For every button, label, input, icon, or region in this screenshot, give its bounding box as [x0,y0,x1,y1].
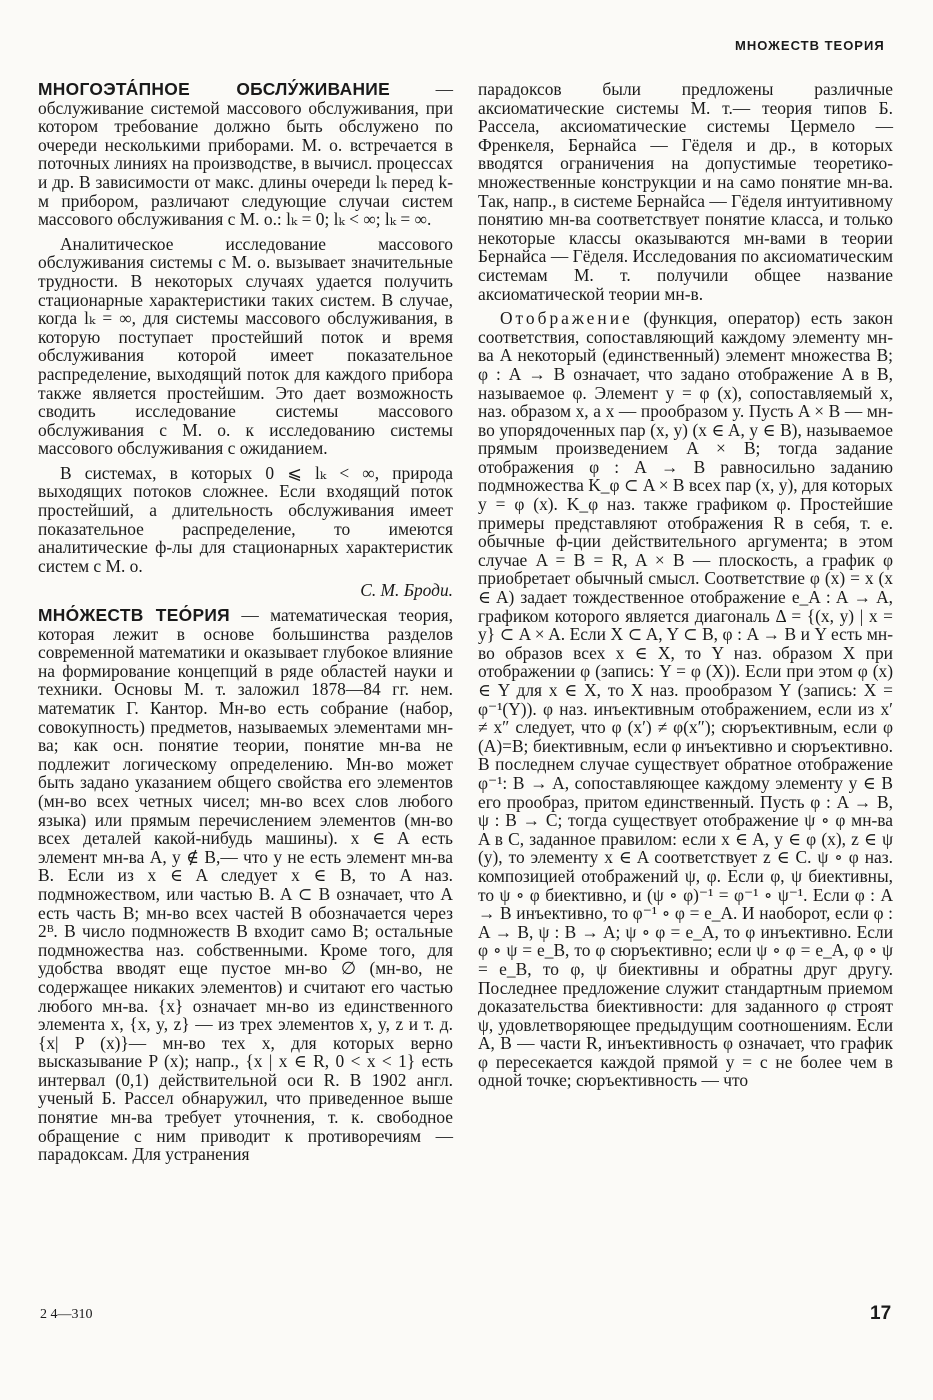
paragraph-text: (функция, оператор) есть закон соответствия, сопоставляющий каждому элементу мн-ва A некоторый (единственный) элемент множества B; φ : A → B означает, что задано отображение A в B, называемое φ. Элемент y = φ (x), сопоставляемый x, наз. образом x, а x — прообразом y. Пусть A × B — мн-во упорядоченных пар (x, y) (x ∈ A, y ∈ B), называемое прямым произведением A × B; тогда задание отображения φ : A → B равносильно заданию подмножества K_φ ⊂ A × B всех пар (x, y), для которых y = φ (x). K_φ наз. также графиком φ. Простейшие примеры представляют отображения R в себя, т. е. обычные ф-ции действительного аргумента; в этом случае A = B = R, A × B — плоскость, а график φ приобретает обычный смысл. Соответствие φ (x) = x (x ∈ A) задает тождественное отображение e_A : A → A, графиком которого является диагональ Δ = {(x, y) | x = y} ⊂ A × A. Если X ⊂ A, Y ⊂ B, φ : A → B и Y есть мн-во образов всех x ∈ X, то Y наз. образом X при отображении φ (запись: Y = φ (X)). Если при этом φ (x) ∈ Y для x ∈ X, то X наз. прообразом Y (запись: X = φ⁻¹(Y)). φ наз. инъективным отображением, если из x′ ≠ x″ следует, что φ (x′) ≠ φ(x″); сюръективным, если φ (A)=B; биективным, если φ инъективно и сюръективно. В последнем случае существует обратное отображение φ⁻¹: B → A, сопоставляющее каждому элементу y ∈ B его прообраз, притом единственный. Пусть φ : A → B, ψ : B → C; тогда существует отображение ψ ∘ φ мн-ва A в C, заданное правилом: если x ∈ A, y ∈ φ (x), z ∈ ψ (y), то элементу x ∈ A соответствует z ∈ C. ψ ∘ φ наз. композицией отображений ψ, φ. Если φ, ψ биективны, то ψ ∘ φ биективно, и (ψ ∘ φ)⁻¹ = φ⁻¹ ∘ ψ⁻¹. Если φ : A → B инъективно, то φ⁻¹ ∘ φ = e_A. И наоборот, если φ : A → B, ψ : B → A; ψ ∘ φ = e_A, то φ инъективно. Если φ ∘ ψ = e_B, то φ сюръективно; если ψ ∘ φ = e_A, φ ∘ ψ = e_B, то φ, ψ биективны и обратны друг другу. Последнее предложение служит стандартным приемом доказательства биективности: для заданного φ строят ψ, удовлетворяющее предыдущим соотношениям. Если A, B — части R, инъективность φ означает, что график φ пересекается каждой прямой y = c не более чем в одной точке; сюръективность — что [478,308,893,1091]
paragraph: парадоксов были предложены различные аксиоматические системы М. т.— теория типов Б. Рассела, аксиоматические системы Цермело — Френкеля, Бернайса — Гёделя и др., в которых вводятся ограничения на допустимые теоретико-множественные конструкции и на само понятие мн-ва. Так, напр., в системе Бернайса — Гёделя интуитивному понятию мн-ва соответствует понятие класса, и только некоторые классы оказываются мн-вами в теории Бернайса — Гёделя. Исследования по аксиоматическим системам М. т. получили общее название аксиоматической теории мн-в. [478,79,893,304]
spaced-term: Отображение [500,308,633,329]
article-headword: МНО́ЖЕСТВ ТЕО́РИЯ [38,605,230,626]
paragraph: Аналитическое исследование массового обслуживания системы с М. о. вызывает значительные трудности. В некоторых случаях удается получить стационарные характеристики таких систем. В случае, когда lₖ = ∞, для системы массового обслуживания, в которую поступает простейший поток и время обслуживания которой имеет показательное распределение, выходящий поток для каждого прибора также является простейшим. Это дает возможность сводить исследование системы массового обслуживания с М. о. к исследованию системы массового обслуживания с ожиданием. [38,233,453,459]
article-multistage-service [38,80,453,229]
author-signature: С. М. Броди. [360,580,453,601]
right-column [478,80,893,1096]
article-headword: МНОГОЭТА́ПНОЕ ОБСЛУ́ЖИВАНИЕ [38,79,391,99]
page-number: 17 [870,1303,892,1324]
left-column [38,80,453,1170]
paragraph: В системах, в которых 0 ⩽ lₖ < ∞, природа выходящих потоков сложнее. Если входящий поток простейший, а длительность обслуживания имеет показательное распределение, то имеются аналитические ф-лы для стационарных характеристик систем с М. о. [38,462,453,576]
running-head: МНОЖЕСТВ ТЕОРИЯ [735,38,885,53]
article-set-theory [38,606,453,1164]
article-text: — обслуживание системой массового обслуживания, при котором требование должно быть обслужено по очереди несколькими приборами. М. о. встречается в поточных линиях на производстве, в вычисл. процессах и др. В зависимости от макс. длины очереди lₖ перед k-м прибором, различают следующие случаи систем массового обслуживания с М. о.: lₖ = 0; lₖ < ∞; lₖ = ∞. [38,79,453,230]
article-text: — математическая теория, которая лежит в основе большинства разделов современной математики и оказывает глубокое влияние на формирование концепций в ряде областей науки и техники. Основы М. т. заложил 1878—84 гг. нем. математик Г. Кантор. Мн-во есть собрание (набор, совокупность) предметов, называемых элементами мн-ва; как осн. понятие теории, понятие мн-ва не подлежит логическому определению. Мн-во может быть задано указанием общего свойства его элементов (мн-во всех четных чисел; мн-во всех слов любого языка) или прямым перечислением элементов (мн-во всех деталей какой-нибудь машины). x ∈ A есть элемент мн-ва A, y ∉ B,— что y не есть элемент мн-ва B. Если из x ∈ A следует x ∈ B, то A наз. подмножеством, или частью B. A ⊂ B означает, что A есть часть B; мн-во всех частей B обозначается через 2ᴮ. В число подмножеств B входит само B; остальные подмножества наз. собственными. Кроме того, для удобства вводят еще пустое мн-во ∅ (мн-во, не содержащее никаких элементов) и считают его частью любого мн-ва. {x} означает мн-во из единственного элемента x, {x, y, z} — из трех элементов x, y, z и т. д. {x| P (x)}— мн-во тех x, для которых верно высказывание P (x); напр., {x | x ∈ R, 0 < x < 1} есть интервал (0,1) действительной оси R. В 1902 англ. ученый Б. Рассел обнаружил, что приведенное выше понятие мн-ва требует уточнения, т. к. свободное обращение с ним приводит к противоречиям — парадоксам. Для устранения [38,605,453,1165]
signature-mark: 2 4—310 [40,1307,93,1322]
paragraph-mapping [478,309,893,1090]
